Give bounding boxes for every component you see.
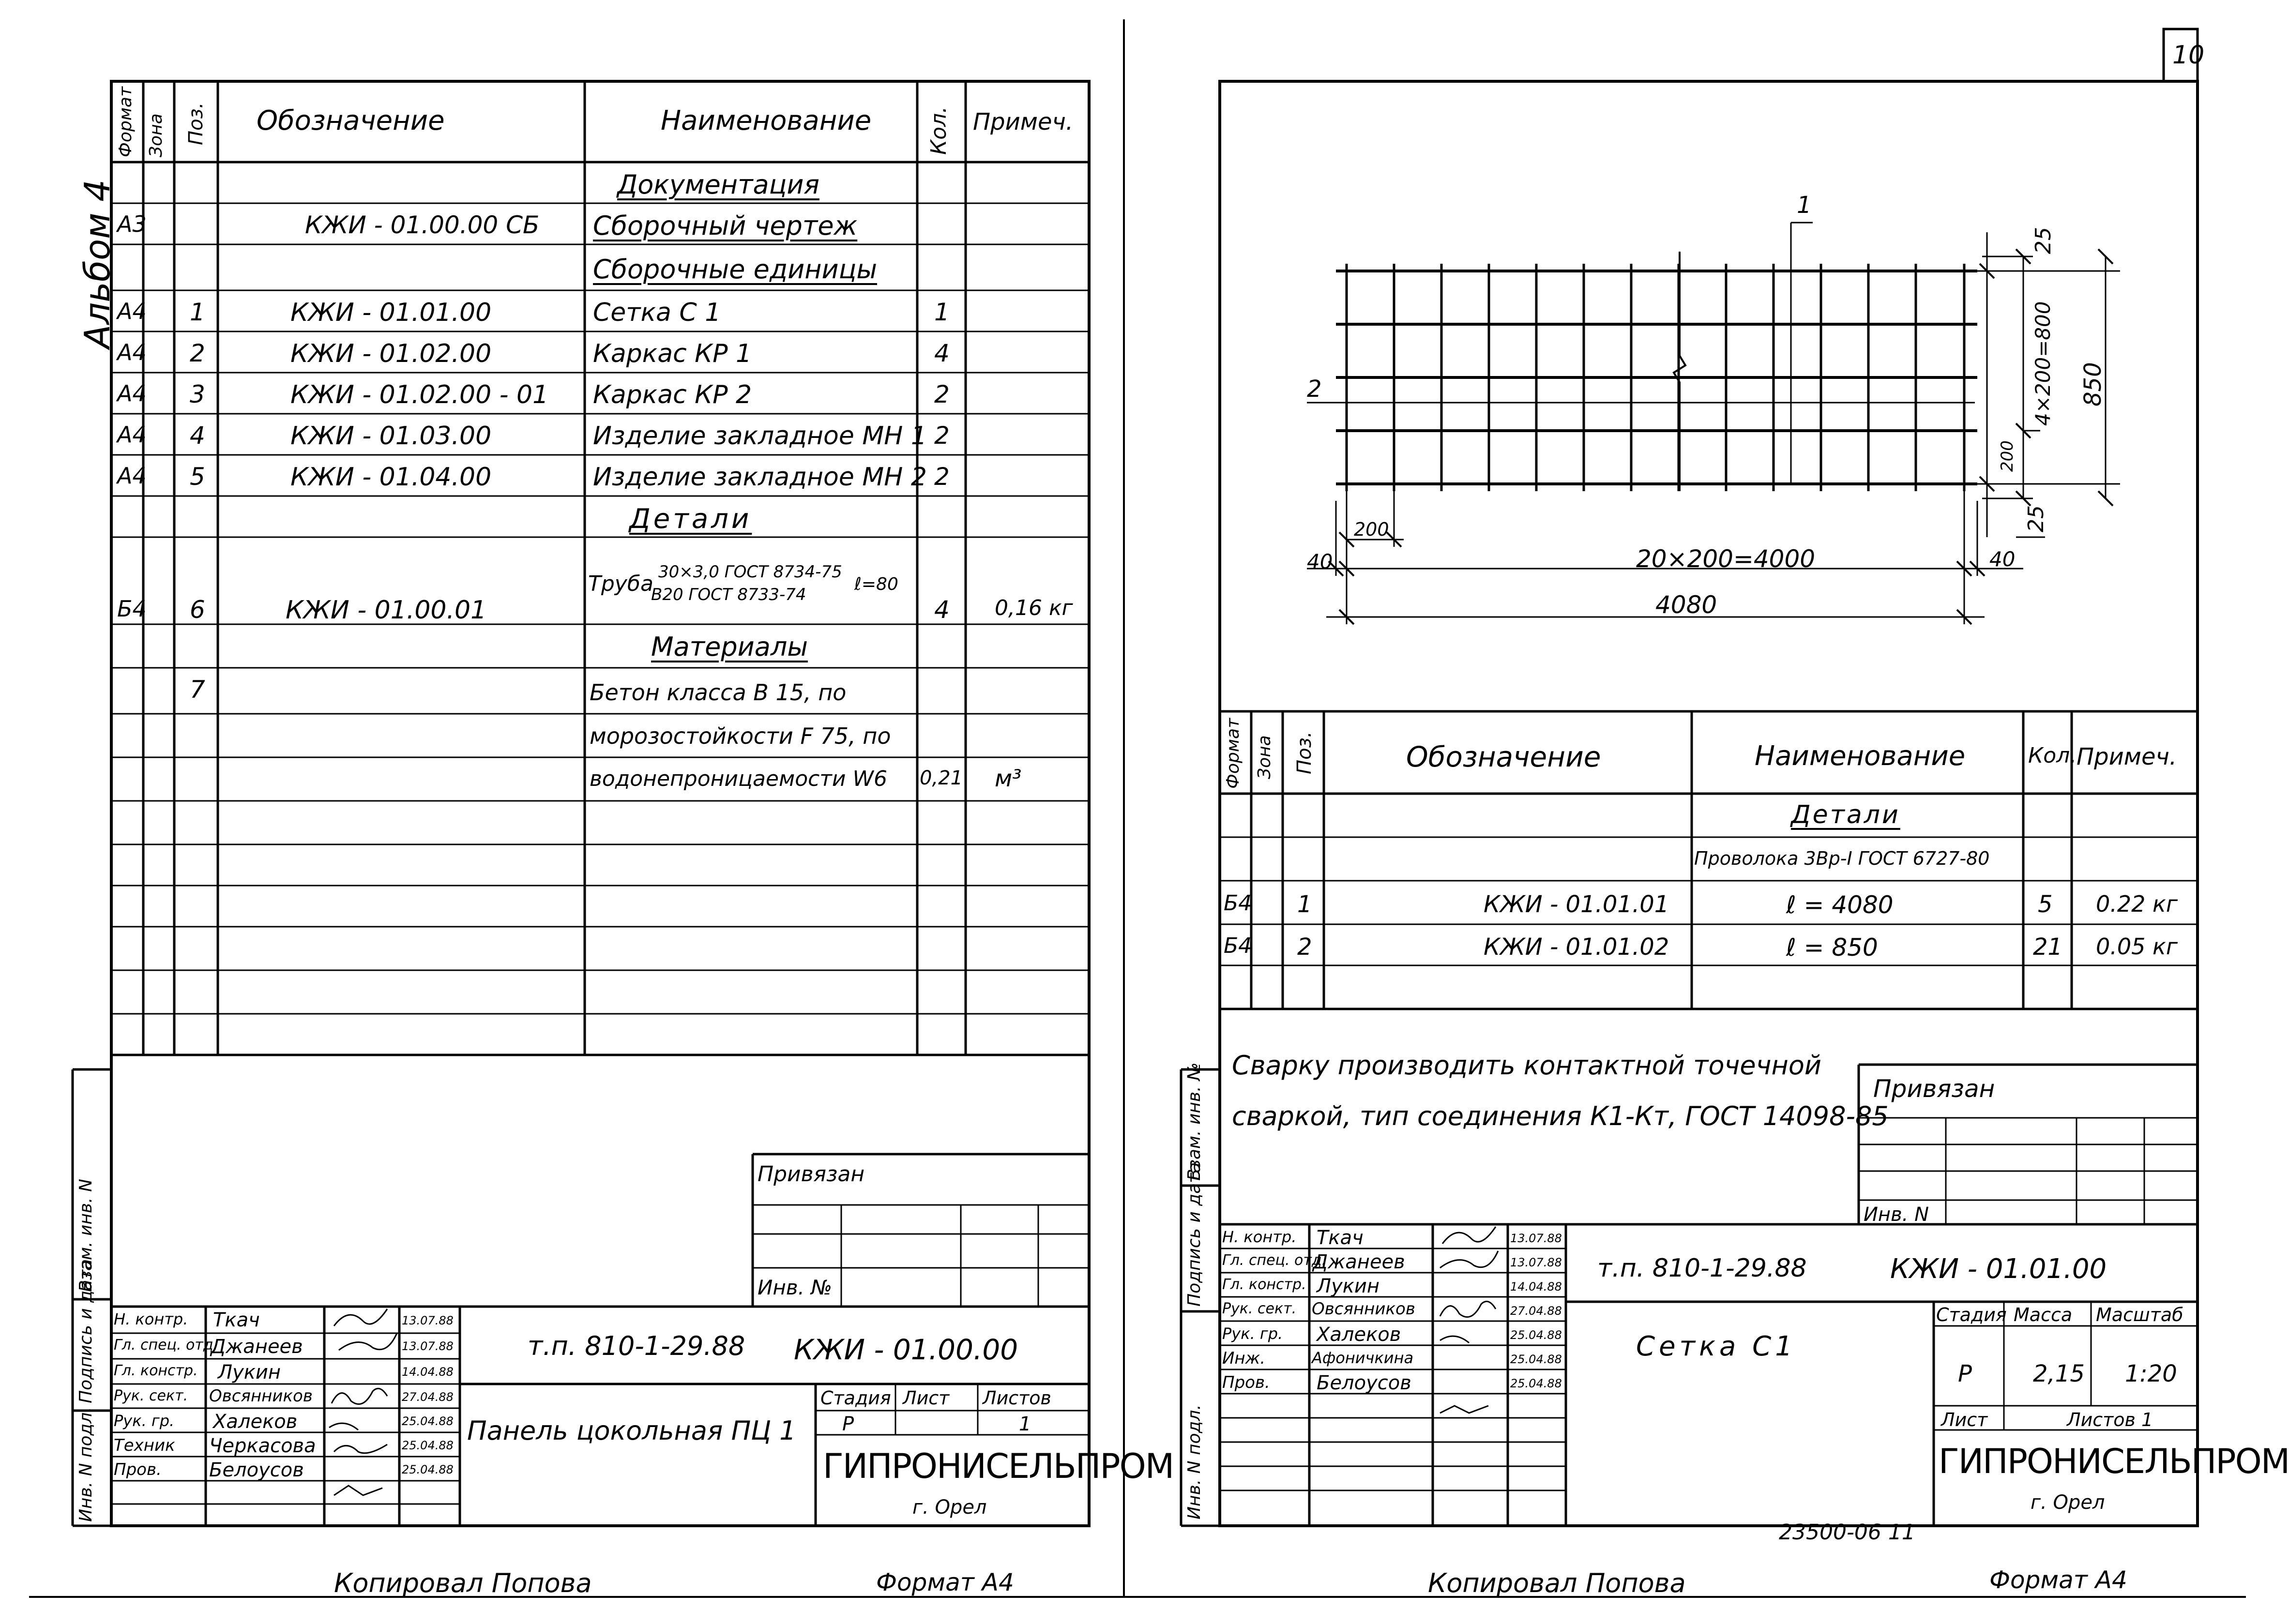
- left-row10-pos: 6: [190, 596, 205, 624]
- left-row5-designation: КЖИ - 01.02.00 - 01: [290, 380, 549, 409]
- right-tb-role-5: Инж.: [1222, 1349, 1266, 1368]
- dim-40-left: 40: [1307, 550, 1333, 573]
- left-row6-designation: КЖИ - 01.03.00: [290, 421, 492, 451]
- right-footer-copied: Копировал Попова: [1428, 1568, 1686, 1598]
- left-tb-date-1: 13.07.88: [402, 1339, 454, 1353]
- dim-200-left: 200: [1354, 519, 1389, 540]
- right-header-format: Формат: [1223, 718, 1243, 789]
- left-tb-title: Панель цокольная ПЦ 1: [467, 1415, 796, 1446]
- right-tb-role-1: Гл. спец. отд.: [1222, 1252, 1327, 1269]
- right-tb-scale-label: Масштаб: [2096, 1304, 2183, 1325]
- right-row2-pos: 1: [1297, 891, 1312, 918]
- right-tb-code: КЖИ - 01.01.00: [1890, 1253, 2107, 1285]
- left-section-materials: Материалы: [651, 632, 808, 662]
- left-row7-format: А4: [117, 463, 147, 489]
- left-row10-note: 0,16 кг: [995, 596, 1073, 620]
- left-tb-role-4: Рук. гр.: [114, 1412, 175, 1430]
- right-tb-name-2: Лукин: [1317, 1275, 1380, 1297]
- left-row4-format: А4: [117, 339, 147, 365]
- weld-note-line2: сваркой, тип соединения К1-Кт, ГОСТ 14098-85: [1232, 1101, 1889, 1131]
- right-footer-format: Формат А4: [1989, 1566, 2127, 1594]
- left-tb-name-0: Ткач: [213, 1309, 260, 1331]
- left-row10-spec2: В20 ГОСТ 8733-74: [651, 585, 806, 604]
- right-side-vzam-inv: Взам. инв. №: [1184, 1062, 1204, 1181]
- right-header-designation: Обозначение: [1406, 740, 1601, 773]
- left-tb-name-1: Джанеев: [211, 1336, 303, 1358]
- left-tb-date-6: 25.04.88: [402, 1463, 454, 1476]
- right-tb-name-3: Овсянников: [1312, 1299, 1415, 1319]
- right-tb-date-5: 25.04.88: [1510, 1353, 1562, 1366]
- right-row1-name: Проволока 3Вр-I ГОСТ 6727-80: [1694, 848, 1990, 869]
- left-tb-project: т.п. 810-1-29.88: [528, 1331, 745, 1361]
- left-header-note: Примеч.: [973, 108, 1074, 135]
- left-row12-pos: 7: [190, 676, 205, 704]
- right-row3-name: ℓ = 850: [1786, 933, 1878, 962]
- left-tb-stage: Р: [842, 1413, 854, 1435]
- left-tb-name-4: Халеков: [213, 1411, 298, 1433]
- right-header-qty: Кол.: [2028, 743, 2077, 768]
- right-tb-sheets-label: Листов 1: [2067, 1409, 2153, 1430]
- left-row6-qty: 2: [934, 421, 950, 450]
- right-tb-title: Сетка С1: [1636, 1331, 1796, 1362]
- left-header-format: Формат: [116, 86, 136, 157]
- right-tb-scale: 1:20: [2125, 1360, 2177, 1387]
- left-tb-role-2: Гл. констр.: [114, 1362, 198, 1379]
- left-row4-designation: КЖИ - 01.02.00: [290, 339, 492, 368]
- left-row1-designation: КЖИ - 01.00.00 СБ: [305, 211, 540, 239]
- left-row5-format: А4: [117, 380, 147, 406]
- left-row10-format: Б4: [117, 596, 147, 622]
- right-row2-qty: 5: [2038, 891, 2053, 918]
- left-section-assemblies: Сборочные единицы: [593, 254, 878, 285]
- right-row2-format: Б4: [1224, 891, 1252, 916]
- right-tb-stage: Р: [1958, 1360, 1972, 1387]
- right-row3-designation: КЖИ - 01.01.02: [1484, 933, 1669, 961]
- right-tb-date-3: 27.04.88: [1510, 1304, 1562, 1318]
- left-footer-copied: Копировал Попова: [334, 1568, 592, 1598]
- left-header-designation: Обозначение: [257, 105, 445, 136]
- left-tb-date-0: 13.07.88: [402, 1314, 454, 1327]
- left-side-sign-date: Подпись и дата: [76, 1259, 96, 1403]
- page-number: 10: [2172, 41, 2205, 70]
- left-row3-name: Сетка С 1: [593, 298, 721, 327]
- right-row2-note: 0.22 кг: [2096, 891, 2178, 917]
- left-header-pos: Поз.: [185, 102, 207, 145]
- dim-4080: 4080: [1655, 591, 1717, 619]
- right-row3-qty: 21: [2033, 933, 2063, 961]
- right-row2-name: ℓ = 4080: [1786, 891, 1894, 919]
- right-row3-note: 0.05 кг: [2096, 933, 2178, 960]
- right-row3-pos: 2: [1297, 933, 1312, 961]
- right-tb-name-6: Белоусов: [1317, 1372, 1411, 1394]
- right-tb-name-5: Афоничкина: [1312, 1349, 1414, 1367]
- left-tb-role-0: Н. контр.: [114, 1310, 188, 1328]
- right-tb-role-0: Н. контр.: [1222, 1228, 1297, 1246]
- dim-200-side: 200: [1998, 440, 2017, 472]
- right-tb-name-4: Халеков: [1317, 1323, 1401, 1346]
- left-side-vzam-inv: Взам. инв. N: [76, 1179, 96, 1292]
- left-row7-pos: 5: [190, 463, 205, 491]
- right-privyazan: Привязан: [1873, 1075, 1995, 1103]
- left-row5-name: Каркас КР 2: [593, 380, 752, 409]
- right-inv-no: Инв. N: [1864, 1203, 1929, 1226]
- left-row1-format: А3: [117, 211, 147, 237]
- left-row6-pos: 4: [190, 421, 205, 450]
- right-tb-city: г. Орел: [2031, 1491, 2105, 1514]
- right-tb-role-2: Гл. констр.: [1222, 1276, 1306, 1293]
- left-footer-format: Формат А4: [876, 1568, 1014, 1596]
- left-tb-date-5: 25.04.88: [402, 1439, 454, 1452]
- left-row7-qty: 2: [934, 463, 950, 491]
- left-row3-qty: 1: [934, 298, 950, 326]
- left-tb-sheets: 1: [1019, 1413, 1031, 1435]
- left-tb-date-3: 27.04.88: [402, 1390, 454, 1404]
- left-section-details: Детали: [629, 503, 752, 535]
- right-tb-project: т.п. 810-1-29.88: [1597, 1254, 1807, 1283]
- right-tb-mass-label: Масса: [2014, 1304, 2073, 1325]
- left-tb-name-3: Овсянников: [209, 1386, 313, 1406]
- left-row10-length: ℓ=80: [854, 574, 898, 594]
- left-row1-name: Сборочный чертеж: [593, 211, 858, 241]
- weld-note-line1: Сварку производить контактной точечной: [1232, 1050, 1821, 1081]
- right-tb-date-1: 13.07.88: [1510, 1256, 1562, 1269]
- left-row14-qty: 0,21: [920, 767, 963, 789]
- left-row10-spec1: 30×3,0 ГОСТ 8734-75: [658, 562, 842, 582]
- left-row7-name: Изделие закладное МН 2: [593, 463, 927, 492]
- left-side-inv-podl: Инв. N подл.: [76, 1407, 96, 1522]
- callout-2: 2: [1307, 376, 1322, 403]
- right-section-details: Детали: [1791, 800, 1900, 829]
- left-row3-format: А4: [117, 298, 147, 324]
- left-row14-note: м³: [995, 765, 1022, 792]
- left-row4-qty: 4: [934, 339, 950, 367]
- left-row3-designation: КЖИ - 01.01.00: [290, 298, 492, 327]
- left-row3-pos: 1: [190, 298, 205, 326]
- right-tb-date-2: 14.04.88: [1510, 1280, 1562, 1293]
- left-tb-org: ГИПРОНИСЕЛЬПРОМ: [823, 1446, 1174, 1486]
- right-tb-org: ГИПРОНИСЕЛЬПРОМ: [1939, 1442, 2289, 1481]
- right-row2-designation: КЖИ - 01.01.01: [1484, 891, 1669, 918]
- left-row4-pos: 2: [190, 339, 205, 367]
- callout-1: 1: [1797, 192, 1812, 219]
- left-header-name: Наименование: [661, 105, 872, 136]
- left-header-qty: Кол.: [926, 106, 951, 155]
- dim-20x200: 20×200=4000: [1636, 545, 1816, 573]
- left-section-docs: Документация: [617, 169, 819, 200]
- left-tb-date-4: 25.04.88: [402, 1414, 454, 1428]
- left-tb-role-3: Рук. сект.: [114, 1387, 188, 1404]
- left-row10-qty: 4: [934, 596, 950, 624]
- dim-25-bottom: 25: [2024, 505, 2048, 532]
- left-tb-sheets-label: Листов: [983, 1387, 1051, 1409]
- dim-40-right: 40: [1989, 547, 2016, 571]
- left-tb-name-6: Белоусов: [209, 1459, 304, 1481]
- right-tb-date-4: 25.04.88: [1510, 1328, 1562, 1342]
- left-privyazan: Привязан: [758, 1162, 865, 1187]
- left-tb-code: КЖИ - 01.00.00: [794, 1333, 1018, 1366]
- right-header-note: Примеч.: [2077, 743, 2177, 770]
- right-tb-mass: 2,15: [2033, 1360, 2085, 1387]
- right-tb-sheet-label: Лист: [1941, 1409, 1988, 1430]
- right-header-pos: Поз.: [1293, 731, 1316, 774]
- right-tb-name-1: Джанеев: [1313, 1251, 1405, 1273]
- left-tb-date-2: 14.04.88: [402, 1365, 454, 1379]
- right-tb-date-0: 13.07.88: [1510, 1232, 1562, 1245]
- left-row10-name: Труба: [588, 571, 653, 596]
- dim-850: 850: [2079, 362, 2107, 406]
- left-tb-name-5: Черкасова: [209, 1435, 316, 1457]
- left-header-zone: Зона: [146, 113, 166, 157]
- left-inv-no: Инв. №: [758, 1276, 833, 1299]
- right-row3-format: Б4: [1224, 933, 1252, 958]
- dim-25-top: 25: [2031, 227, 2056, 254]
- left-tb-stage-label: Стадия: [820, 1387, 891, 1409]
- left-row7-designation: КЖИ - 01.04.00: [290, 463, 492, 492]
- right-tb-stage-label: Стадия: [1936, 1304, 2007, 1325]
- right-tb-date-6: 25.04.88: [1510, 1377, 1562, 1390]
- archive-number: 23500-06 11: [1779, 1520, 1915, 1545]
- right-tb-role-4: Рук. гр.: [1222, 1324, 1283, 1343]
- right-tb-role-3: Рук. сект.: [1222, 1300, 1297, 1317]
- right-side-sign-date: Подпись и дата: [1184, 1162, 1204, 1307]
- left-tb-role-1: Гл. спец. отд.: [114, 1337, 218, 1353]
- left-tb-name-2: Лукин: [218, 1361, 281, 1383]
- right-side-inv-podl: Инв. N подл.: [1184, 1404, 1204, 1519]
- left-row6-name: Изделие закладное МН 1: [593, 421, 927, 451]
- right-header-zone: Зона: [1255, 735, 1274, 779]
- left-row6-format: А4: [117, 421, 147, 448]
- left-tb-role-5: Техник: [114, 1436, 175, 1455]
- left-row12-name: Бетон класса В 15, по: [590, 679, 847, 706]
- right-tb-name-0: Ткач: [1317, 1227, 1364, 1249]
- left-tb-city: г. Орел: [912, 1496, 987, 1519]
- left-tb-sheet-label: Лист: [903, 1387, 950, 1409]
- left-row10-designation: КЖИ - 01.00.01: [286, 596, 487, 625]
- left-row14-name: водонепроницаемости W6: [590, 767, 888, 791]
- left-row4-name: Каркас КР 1: [593, 339, 752, 368]
- right-tb-role-6: Пров.: [1222, 1373, 1270, 1392]
- left-tb-role-6: Пров.: [114, 1460, 162, 1479]
- left-row13-name: морозостойкости F 75, по: [590, 723, 891, 749]
- album-label: Альбом 4: [77, 179, 118, 348]
- left-row5-pos: 3: [190, 380, 205, 408]
- left-row5-qty: 2: [934, 380, 950, 408]
- dim-4x200: 4×200=800: [2031, 301, 2055, 426]
- right-header-name: Наименование: [1755, 740, 1966, 772]
